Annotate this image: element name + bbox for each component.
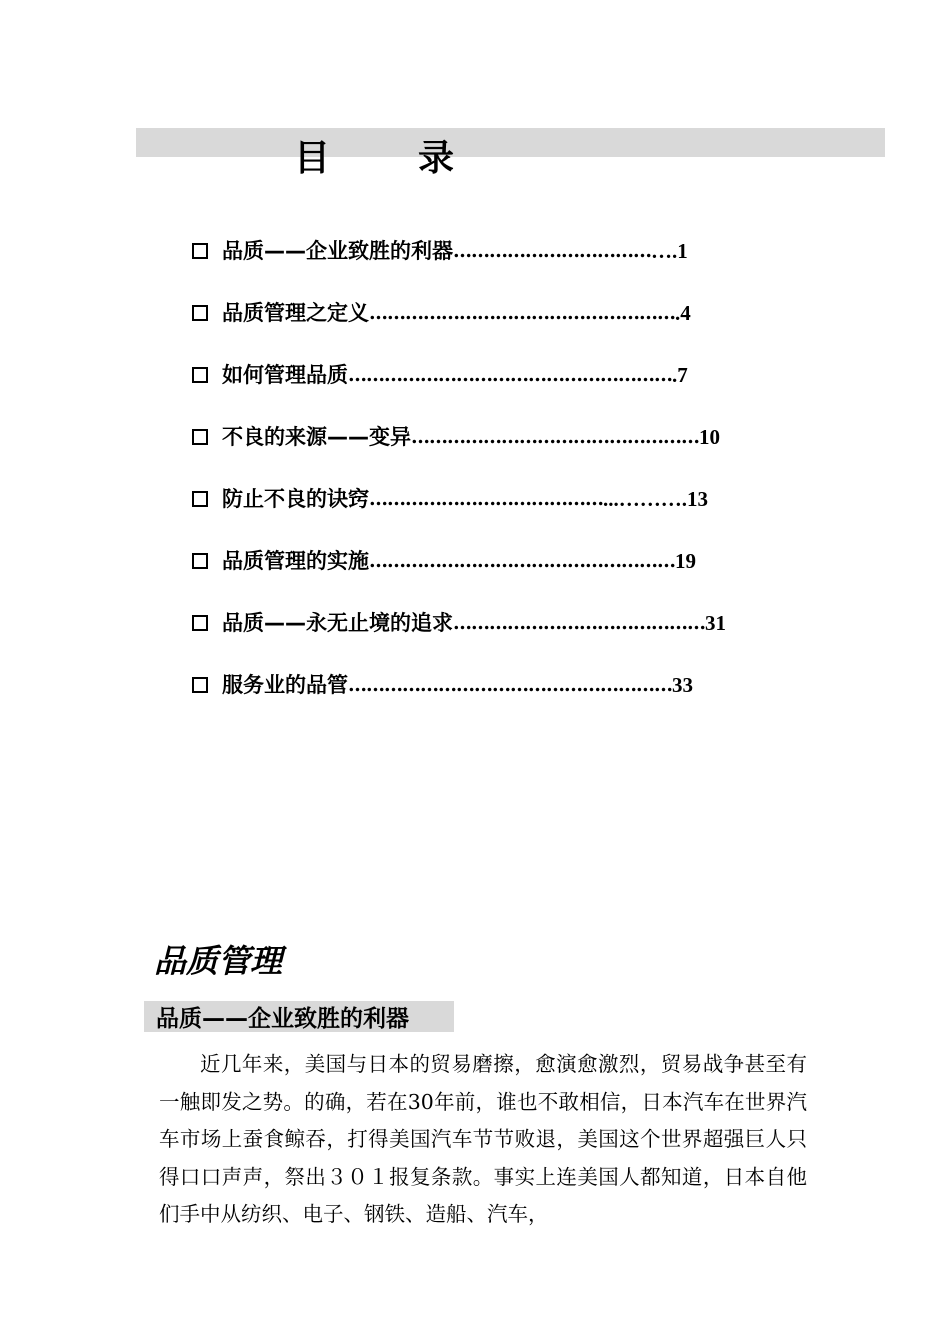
toc-entry-page: ...……….13 xyxy=(603,487,708,511)
toc-entry-leader: ………………………………………… xyxy=(411,426,699,448)
checkbox-icon xyxy=(192,367,208,383)
toc-entry-leader: …………………………………………… xyxy=(369,302,675,324)
toc-entry[interactable] xyxy=(192,298,832,360)
toc-entry-page: .7 xyxy=(672,363,688,387)
toc-entry-leader: ……………………………………………… xyxy=(348,364,672,386)
body-paragraph: 近几年来，美国与日本的贸易磨擦，愈演愈激烈，贸易战争甚至有一触即发之势。的确，若在30年前，谁也不敢相信，日本汽车在世界汽车市场上蚕食鲸吞，打得美国汽车节节败退，美国这个世界超强巨人只得口口声声，祭出３０１报复条款。事实上连美国人都知道，日本自他们手中从纺织、电子、钢铁、造船、汽车， xyxy=(159,1052,807,1226)
toc-entry[interactable] xyxy=(192,422,832,484)
checkbox-icon xyxy=(192,429,208,445)
toc-entry[interactable] xyxy=(192,484,832,546)
toc-entry-label: 如何管理品质 xyxy=(222,363,348,387)
toc-entry[interactable] xyxy=(192,360,832,422)
toc-entry-leader: ………………………………… xyxy=(369,488,603,510)
toc-entry-page: 19 xyxy=(675,549,696,573)
toc-entry-page: 33 xyxy=(672,673,693,697)
toc-entry-label: 防止不良的诀窍 xyxy=(222,487,369,511)
toc-entry-leader: …………………………………………… xyxy=(369,550,675,572)
toc-entry-leader: …………………………………… xyxy=(453,612,705,634)
toc-entry-page: 10 xyxy=(699,425,720,449)
toc-entry-label: 品质管理之定义 xyxy=(222,301,369,325)
toc-entry-page: .4 xyxy=(675,301,691,325)
toc-entry[interactable] xyxy=(192,608,832,670)
toc-entry[interactable] xyxy=(192,546,832,608)
toc-entry-label: 品质——永无止境的追求 xyxy=(222,611,453,635)
toc-entry-leader: …………………………… xyxy=(453,240,651,262)
toc-entry-page: 31 xyxy=(705,611,726,635)
checkbox-icon xyxy=(192,491,208,507)
checkbox-icon xyxy=(192,677,208,693)
toc-entry[interactable] xyxy=(192,236,832,298)
toc-entry[interactable] xyxy=(192,670,832,732)
table-of-contents xyxy=(192,236,832,732)
checkbox-icon xyxy=(192,553,208,569)
toc-title: 目录 xyxy=(293,137,542,179)
toc-entry-label: 品质——企业致胜的利器 xyxy=(222,239,453,263)
toc-entry-leader: ……………………………………………… xyxy=(348,674,672,696)
section-subheading: 品质——企业致胜的利器 xyxy=(144,1001,454,1032)
checkbox-icon xyxy=(192,305,208,321)
toc-entry-label: 不良的来源——变异 xyxy=(222,425,411,449)
toc-entry-page: ….1 xyxy=(651,239,688,263)
toc-entry-label: 服务业的品管 xyxy=(222,673,348,697)
checkbox-icon xyxy=(192,243,208,259)
section-title: 品质管理 xyxy=(154,942,283,980)
checkbox-icon xyxy=(192,615,208,631)
toc-entry-label: 品质管理的实施 xyxy=(222,549,369,573)
